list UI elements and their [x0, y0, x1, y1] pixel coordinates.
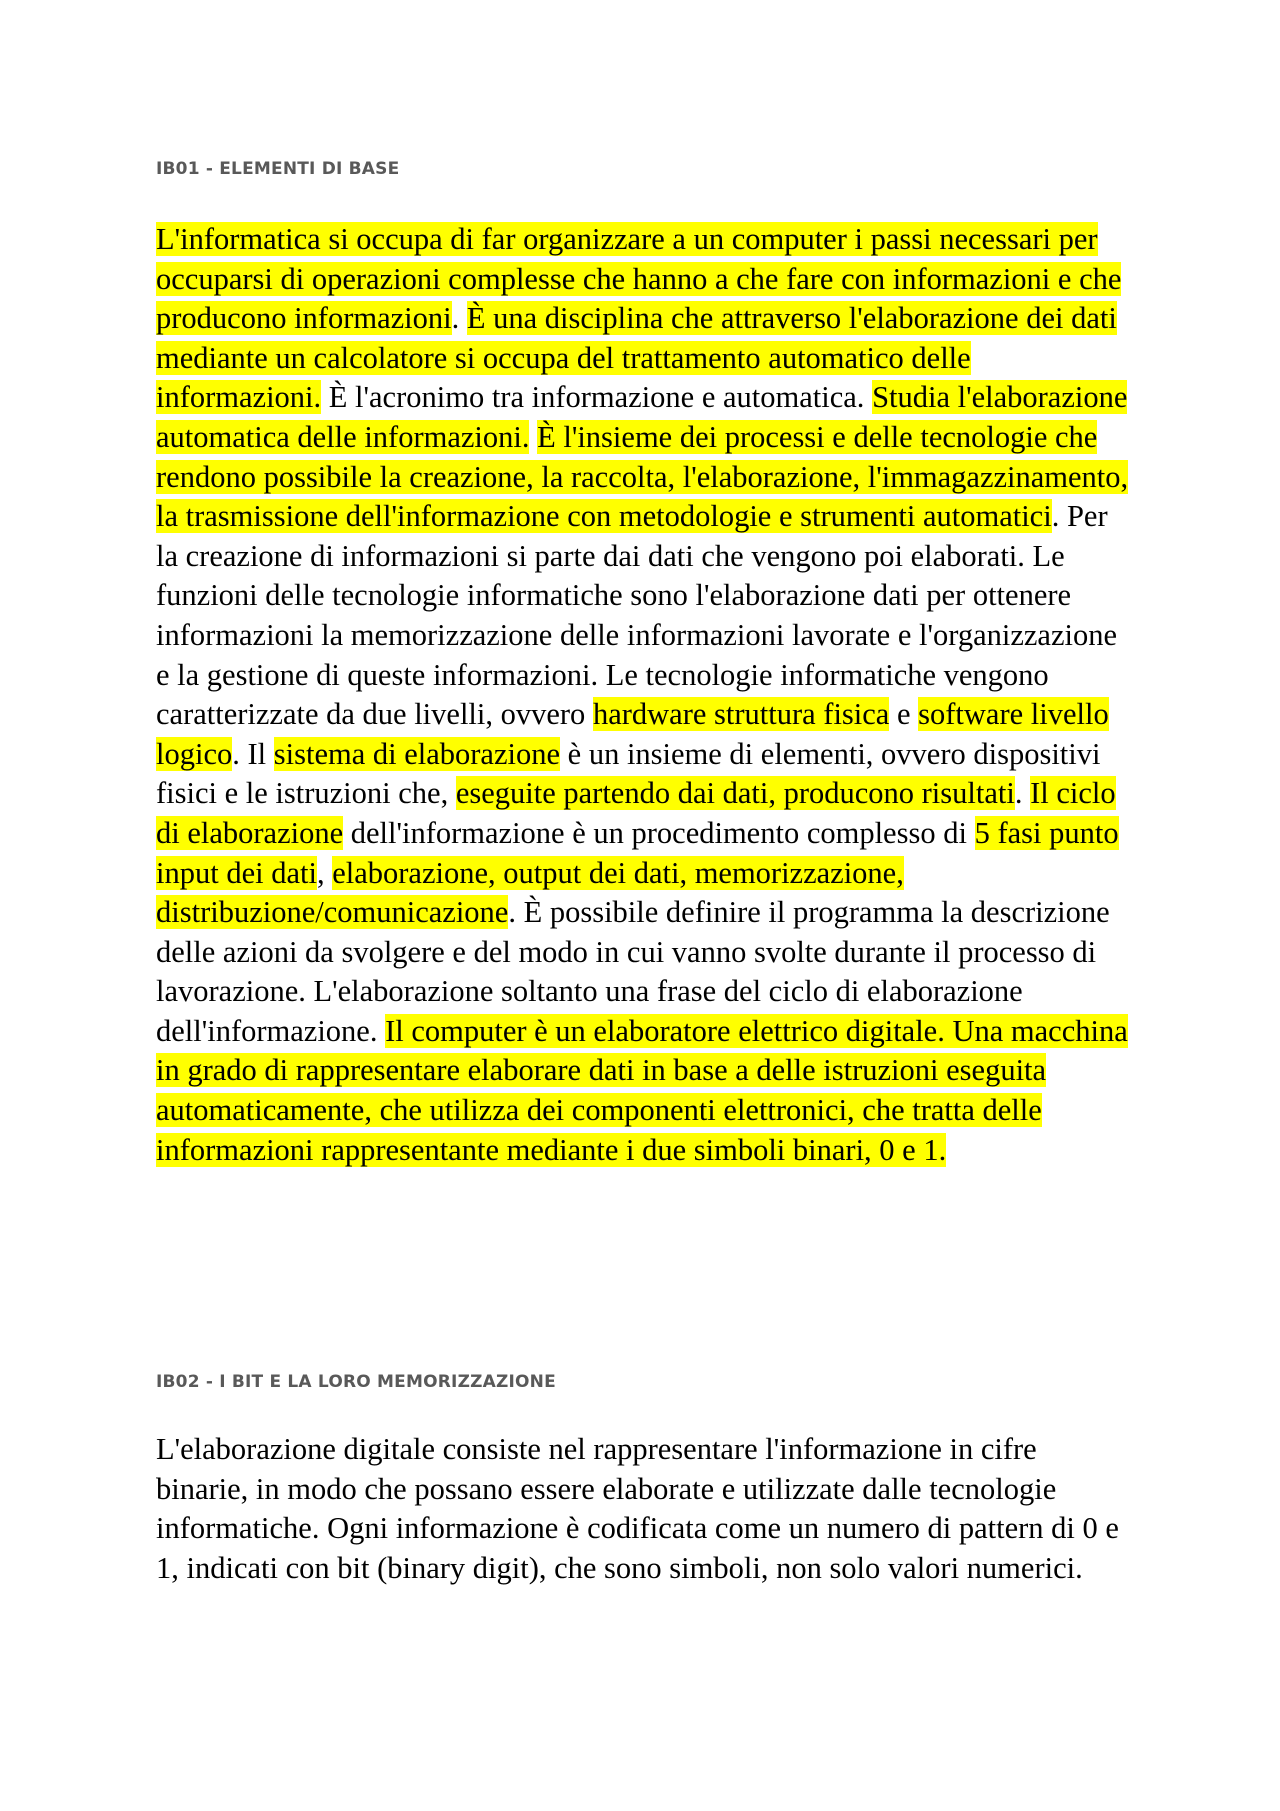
highlighted-text: È una disciplina che attraverso l'elaborazione dei dati mediante un calcolatore si occupa del trattamento automatico delle informazioni. — [156, 301, 1117, 415]
text-run: . Il — [232, 736, 274, 771]
highlighted-text: eseguite partendo dai dati, producono risultati — [455, 776, 1015, 811]
text-run: , — [316, 855, 333, 890]
text-run — [529, 420, 537, 454]
text-run: . Per la creazione di informazioni si parte dai dati che vengono poi elaborati. Le funzioni delle tecnologie informatiche sono l'elaborazione dati per ottenere informazioni la memorizzazione delle informazioni lavorate e l'organizzazione e la gestione di queste informazioni. Le tecnologie informatiche vengono caratterizzate da due livelli, ovvero — [156, 499, 1118, 732]
text-run: e — [889, 697, 919, 732]
section-heading-ib01: IB01 - ELEMENTI DI BASE — [156, 159, 400, 179]
section-paragraph-ib01 — [156, 220, 1131, 1170]
highlighted-text: sistema di elaborazione — [273, 736, 561, 771]
highlighted-text: software livello logico — [156, 697, 1109, 771]
highlighted-text: È l'insieme dei processi e delle tecnologie che rendono possibile la creazione, la raccolta, l'elaborazione, l'immagazzinamento, la trasmissione dell'informazione con metodologie e strumenti automatici — [156, 419, 1129, 534]
text-run: . — [1014, 776, 1031, 811]
highlighted-text: Il ciclo di elaborazione — [156, 776, 1116, 850]
highlighted-text: L'informatica si occupa di far organizzare a un computer i passi necessari per occuparsi di operazioni complesse che hanno a che fare con informazioni e che producono informazioni — [156, 222, 1122, 336]
highlighted-text: 5 fasi punto input dei dati — [156, 815, 1119, 890]
highlighted-text: Il computer è un elaboratore elettrico digitale. Una macchina in grado di rappresentare elaborare dati in base a delle istruzioni eseguita automaticamente, che utilizza dei componenti elettronici, che tratta delle informazioni rappresentante mediante i due simboli binari, 0 e 1. — [156, 1013, 1128, 1167]
section-heading-ib02: IB02 - I BIT E LA LORO MEMORIZZAZIONE — [156, 1372, 556, 1392]
highlighted-text: elaborazione, output dei dati, memorizzazione, distribuzione/comunicazione — [156, 855, 904, 930]
text-run: dell'informazione è un procedimento complesso di — [343, 815, 975, 850]
text-run: È l'acronimo tra informazione e automatica. — [321, 380, 873, 415]
highlighted-text: Studia l'elaborazione automatica delle informazioni. — [156, 380, 1128, 454]
text-run: . È possibile definire il programma la descrizione delle azioni da svolgere e del modo in cui vanno svolte durante il processo di lavorazione. L'elaborazione soltanto una frase del ciclo di elaborazione dell'informazione. — [156, 895, 1110, 1048]
text-run: . — [451, 301, 467, 336]
highlighted-text: hardware struttura fisica — [592, 697, 890, 732]
section-paragraph-ib02 — [156, 1430, 1131, 1588]
text-run: L'elaborazione digitale consiste nel rappresentare l'informazione in cifre binarie, in modo che possano essere elaborate e utilizzate dalle tecnologie informatiche. Ogni informazione è codificata come un numero di pattern di 0 e 1, indicati con bit (binary digit), che sono simboli, non solo valori numerici. — [156, 1432, 1119, 1585]
text-run: è un insieme di elementi, ovvero dispositivi fisici e le istruzioni che, — [156, 736, 1101, 811]
